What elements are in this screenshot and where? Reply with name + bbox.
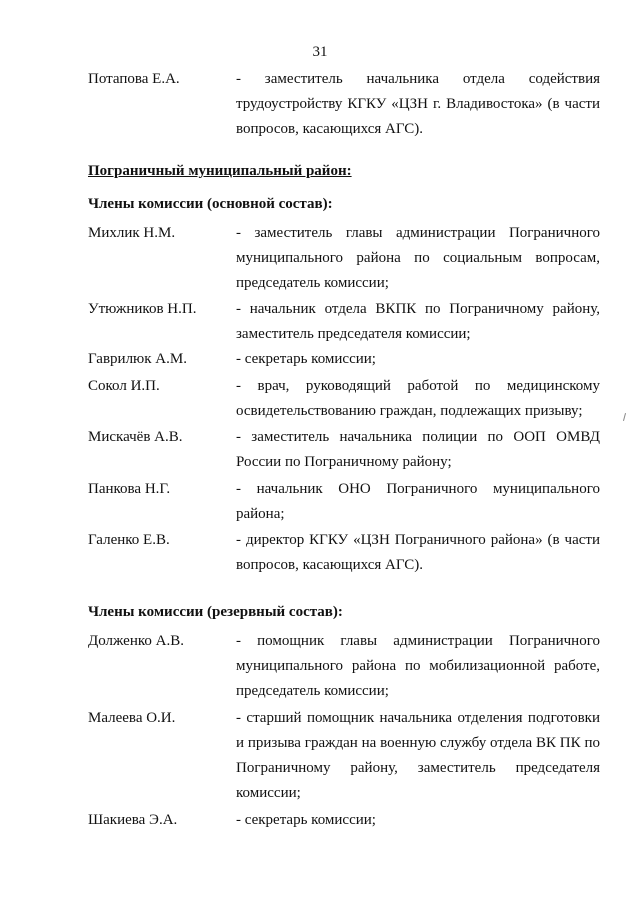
member-role: - секретарь комиссии; bbox=[236, 351, 376, 367]
member-name: Потапова Е.А. bbox=[88, 71, 180, 87]
list-item bbox=[88, 706, 600, 806]
reserve-members-heading: Члены комиссии (резервный состав): bbox=[88, 604, 343, 620]
member-name: Сокол И.П. bbox=[88, 378, 160, 394]
member-name: Панкова Н.Г. bbox=[88, 481, 171, 497]
member-name: Мискачёв А.В. bbox=[88, 429, 183, 445]
scan-mark bbox=[623, 413, 626, 421]
member-name: Галенко Е.В. bbox=[88, 532, 170, 548]
list-item bbox=[88, 629, 600, 704]
list-item bbox=[88, 425, 600, 475]
member-name: Утюжников Н.П. bbox=[88, 301, 197, 317]
list-item bbox=[88, 347, 600, 372]
member-role: - заместитель начальника отдела содействия трудоустройству КГКУ «ЦЗН г. Владивостока» (в части вопросов, касающихся АГС). bbox=[236, 71, 600, 137]
member-role: - начальник отдела ВКПК по Пограничному району, заместитель председателя комиссии; bbox=[236, 301, 600, 342]
member-role: - секретарь комиссии; bbox=[236, 812, 376, 828]
list-item bbox=[88, 374, 600, 424]
member-role: - помощник главы администрации Пограничного муниципального района по мобилизационной работе, председатель комиссии; bbox=[236, 633, 600, 699]
member-name: Михлик Н.М. bbox=[88, 225, 176, 241]
member-name: Малеева О.И. bbox=[88, 710, 176, 726]
main-members-heading: Члены комиссии (основной состав): bbox=[88, 196, 333, 212]
district-heading: Пограничный муниципальный район: bbox=[88, 163, 352, 179]
member-role: - заместитель начальника полиции по ООП ОМВД России по Пограничному району; bbox=[236, 429, 600, 470]
member-role: - заместитель главы администрации Пограничного муниципального района по социальным вопросам, председатель комиссии; bbox=[236, 225, 600, 291]
list-item bbox=[88, 221, 600, 296]
list-item bbox=[88, 528, 600, 578]
member-name: Долженко А.В. bbox=[88, 633, 184, 649]
page-number: 31 bbox=[312, 44, 328, 60]
member-role: - начальник ОНО Пограничного муниципального района; bbox=[236, 481, 600, 522]
member-role: - старший помощник начальника отделения подготовки и призыва граждан на военную службу отдела ВК ПК по Пограничному району, заместитель председателя комиссии; bbox=[236, 710, 600, 801]
member-name: Шакиева Э.А. bbox=[88, 812, 178, 828]
list-item bbox=[88, 67, 600, 142]
member-role: - директор КГКУ «ЦЗН Пограничного района» (в части вопросов, касающихся АГС). bbox=[236, 532, 600, 573]
member-role: - врач, руководящий работой по медицинскому освидетельствованию граждан, подлежащих призыву; bbox=[236, 378, 600, 419]
list-item bbox=[88, 297, 600, 347]
list-item bbox=[88, 808, 600, 833]
member-name: Гаврилюк А.М. bbox=[88, 351, 187, 367]
list-item bbox=[88, 477, 600, 527]
